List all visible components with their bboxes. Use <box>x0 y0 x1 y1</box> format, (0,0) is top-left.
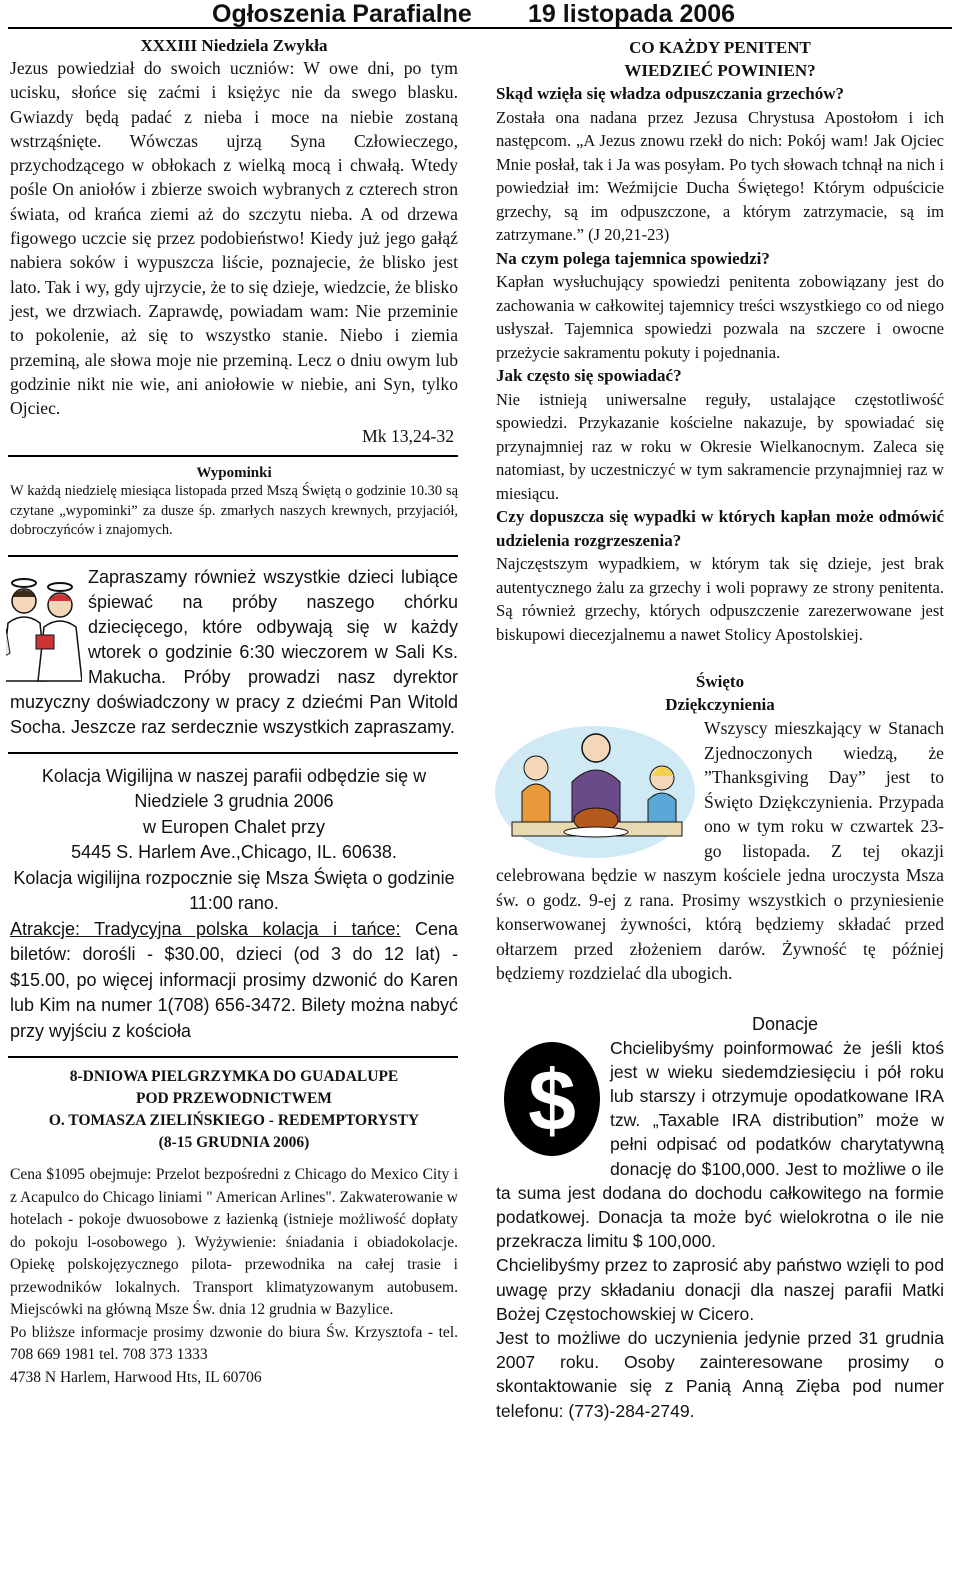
thanksgiving-body <box>496 716 944 986</box>
pielgrzymka-heading-2: POD PRZEWODNICTWEM <box>136 1090 332 1108</box>
header-rule <box>8 27 952 29</box>
kolacja-details: Cena biletów: dorośli - $30.00, dzieci (od 3 do 12 lat) - $15.00, po więcej informacji prosimy dzwonić do Karen lub Kim na numer 1(708) 656-3472. Bilety można nabyć przy wyjściu z kościoła <box>10 918 458 1041</box>
pielgrzymka-heading-4: (8-15 GRUDNIA 2006) <box>158 1134 310 1152</box>
penitent-question-1: Skąd wzięła się władza odpuszczania grzechów? <box>496 84 845 103</box>
pielgrzymka-contact: Po bliższe informacje prosimy dzwonie do biura Św. Krzysztofa - tel. 708 669 1981 tel. 708 373 1333 <box>10 1323 458 1364</box>
wypominki-text: W każdą niedzielę miesiąca listopada przed Mszą Świętą o godzinie 10.30 są czytane „wypominki” za dusze śp. zmarłych naszych krewnych, przyjaciół, dobroczyńców i znajomych. <box>10 483 458 539</box>
thanksgiving-heading-1: Święto <box>695 672 745 691</box>
kolacja-line4: Kolacja wigilijna rozpocznie się Msza Święta o godzinie 11:00 rano. <box>13 867 455 914</box>
donacje-section <box>496 1012 944 1423</box>
penitent-question-3: Jak często się spowiadać? <box>496 366 682 385</box>
svg-text:$: $ <box>528 1052 576 1149</box>
pielgrzymka-address: 4738 N Harlem, Harwood Hts, IL 60706 <box>10 1368 262 1386</box>
pielgrzymka-section <box>10 1066 458 1389</box>
choir-text-5: . Próby prowadzi nasz dyrektor muzyczny doświadczony w pracy z dziećmi Pan Witold Socha. <box>10 666 458 737</box>
choir-text-2: próby naszego chórku dziecięcego <box>88 591 458 637</box>
choir-text-6: Jeszcze raz serdecznie wszystkich zapraszamy. <box>71 716 455 737</box>
kolacja-section <box>10 764 458 1045</box>
kolacja-line1: Kolacja Wigilijna w naszej parafii odbędzie się w Niedziele 3 grudnia 2006 <box>41 765 427 812</box>
section-divider <box>8 555 458 557</box>
kolacja-address: 5445 S. Harlem Ave.,Chicago, IL. 60638. <box>71 842 397 863</box>
penitent-answer-3: Nie istnieją uniwersalne reguły, ustalające częstotliwość spowiedzi. Przykazanie kościelne nakazuje, by spowiadać się przynajmniej raz w roku w Okresie Wielkanocnym. Zaleca się natomiast, by uczestniczyć w tym sakramencie przynajmniej raz w miesiącu. <box>496 389 944 503</box>
donacje-paragraph-1: Chcielibyśmy poinformować że jeśli ktoś jest w wieku siedemdziesięciu i pół roku lub starszy i otrzymuje opodatkowane IRA tzw. „Taxable IRA distribution” może w pełni odpisać od podatków charytatywną donację do $100,000. Jest to możliwe o ile ta suma jest dodana do dochodu całkowitego na formie podatkowej. Donacja ta może być wielokrotna o ile nie przekracza limitu $ 100,000. <box>496 1037 944 1252</box>
gospel-reference: Mk 13,24-32 <box>362 426 454 447</box>
pielgrzymka-heading-3: O. TOMASZA ZIELIŃSKIEGO - REDEMPTORYSTY <box>48 1112 420 1130</box>
pielgrzymka-text: Cena $1095 obejmuje: Przelot bezpośredni z Chicago do Mexico City i z Acapulco do Chicago liniami " American Arlines". Zakwaterowanie w hotelach - pokoje dwuosobowe z łazienką (istnieje możliwość dopłaty do pokoju l-osobowego ). Wyżywienie: śniadania i obiadokolacje. Opiekę polskojęzycznego pilota- przewodnika na całej trasie i przewodników lokalnych. Transport klimatyzowanym autobusem. Miejscówki na główną Msze Św. dnia 12 grudnia w Bazylice. <box>10 1166 458 1319</box>
penitent-heading-2: WIEDZIEĆ POWINIEN? <box>624 61 816 80</box>
gospel-section <box>10 36 458 447</box>
section-divider <box>8 455 458 457</box>
newsletter-date: 19 listopada 2006 <box>528 0 736 28</box>
choir-text-1: Zapraszamy również wszystkie dzieci lubiące śpiewać na <box>88 566 458 612</box>
page-header <box>0 0 960 28</box>
kolacja-attractions: Atrakcje: Tradycyjna polska kolacja i tańce: <box>10 918 401 939</box>
section-divider <box>8 752 458 754</box>
penitent-section <box>496 36 944 646</box>
left-column <box>10 36 458 1389</box>
donacje-body <box>496 1036 944 1423</box>
penitent-heading-1: CO KAŻDY PENITENT <box>629 38 811 57</box>
right-column <box>496 36 944 1423</box>
penitent-answer-2: Kapłan wysłuchujący spowiedzi penitenta zobowiązany jest do zachowania w całkowitej tajemnicy treści wszystkiego co od niego usłyszał. Tajemnica spowiedzi pozwala na szczere i owocne przeżycie sakramentu pokuty i pojednania. <box>496 272 944 362</box>
choir-angels-illustration <box>6 573 82 685</box>
wypominki-section <box>10 465 458 541</box>
gospel-heading: XXXIII Niedziela Zwykła <box>140 36 328 55</box>
donacje-paragraph-3: Jest to możliwe do uczynienia jedynie przed 31 grudnia 2007 roku. Osoby zainteresowane prosimy o skontaktowanie się z Panią Anną Zięba pod numer telefonu: (773)-284-2749. <box>496 1327 944 1421</box>
gospel-text: Jezus powiedział do swoich uczniów: W owe dni, po tym ucisku, słońce się zaćmi i księżyc nie da swego blasku. Gwiazdy będą padać z nieba i moce na niebie zostaną wstrząśnięte. Wówczas ujrzą Syna Człowieczego, przychodzącego w obłokach z wielką mocą i chwałą. Wtedy pośle On aniołów i zbierze swoich wybranych z czterech stron świata, od krańca ziemi aż do szczytu nieba. A od drzewa figowego uczcie się przez podobieństwo! Kiedy już jego gałąź nabiera soków i wypuszcza liście, poznajecie, że blisko jest lato. Tak i wy, gdy ujrzycie, że to się dzieje, wiedzcie, że blisko jest, we drzwiach. Zaprawdę, powiadam wam: Nie przeminie to pokolenie, aż się to wszystko stanie. Niebo i ziemia przeminą, ale słowa moje nie przeminą. Lecz o dniu owym lub godzinie nikt nie wie, ani aniołowie w niebie, ani Syn, tylko Ojciec. <box>10 58 458 419</box>
choir-text-4: odbywają się w każdy wtorek o godzinie 6:30 wieczorem w Sali Ks. Makucha <box>88 616 458 687</box>
penitent-question-4: Czy dopuszcza się wypadki w których kapłan może odmówić udzielenia rozgrzeszenia? <box>496 507 944 550</box>
thanksgiving-family-illustration <box>492 722 698 862</box>
wypominki-heading: Wypominki <box>196 465 272 482</box>
donacje-paragraph-2: Chcielibyśmy przez to zaprosić aby państwo wzięli to pod uwagę przy składaniu donacji dla naszej parafii Matki Bożej Częstochowskiej w Cicero. <box>496 1255 944 1324</box>
pielgrzymka-heading-1: 8-DNIOWA PIELGRZYMKA DO GUADALUPE <box>69 1068 399 1086</box>
penitent-answer-4: Najczęstszym wypadkiem, w którym tak się dzieje, jest brak autentycznego żalu za grzechy i woli poprawy ze strony penitenta. Są również grzechy, których odpuszczenie zarezerwowane jest biskupowi diecezjalnemu a nawet Stolicy Apostolskiej. <box>496 554 944 644</box>
choir-text-3: , które <box>183 616 257 637</box>
dollar-icon <box>502 1040 602 1158</box>
donacje-heading: Donacje <box>751 1013 819 1034</box>
choir-section <box>10 565 458 740</box>
section-divider <box>8 1056 458 1058</box>
penitent-question-2: Na czym polega tajemnica spowiedzi? <box>496 248 770 268</box>
thanksgiving-text: Wszyscy mieszkający w Stanach Zjednoczonych wiedzą, że ”Thanksgiving Day” jest to Święto Dziękczynienia. Przypada ono w tym roku w czwartek 23-go listopada. Z tej okazji celebrowana będzie w naszym kościele jedna uroczysta Msza św. o godz. 9-ej z rana. Prosimy wszystkich o przyniesienie konserwowanej żywności, którą będziemy składać przed ołtarzem przed złożeniem darów. Żywność tę później będziemy rozdzielać dla ubogich. <box>496 718 944 983</box>
thanksgiving-heading-2: Dziękczynienia <box>665 695 775 714</box>
newsletter-title: Ogłoszenia Parafialne <box>212 0 472 28</box>
thanksgiving-section <box>496 670 944 986</box>
penitent-answer-1: Została ona nadana przez Jezusa Chrystusa Apostołom i ich następcom. „A Jezus znowu rzekł do nich: Pokój wam! Jak Ojciec Mnie posłał, tak i Ja was posyłam. Po tych słowach tchnął na nich i powiedział im: Weźmijcie Ducha Świętego! Którym odpuścicie grzechy, są im odpuszczone, a którym zatrzymacie, są im zatrzymane.” (J 20,21-23) <box>496 107 944 244</box>
kolacja-line2: w Europen Chalet przy <box>142 816 326 837</box>
